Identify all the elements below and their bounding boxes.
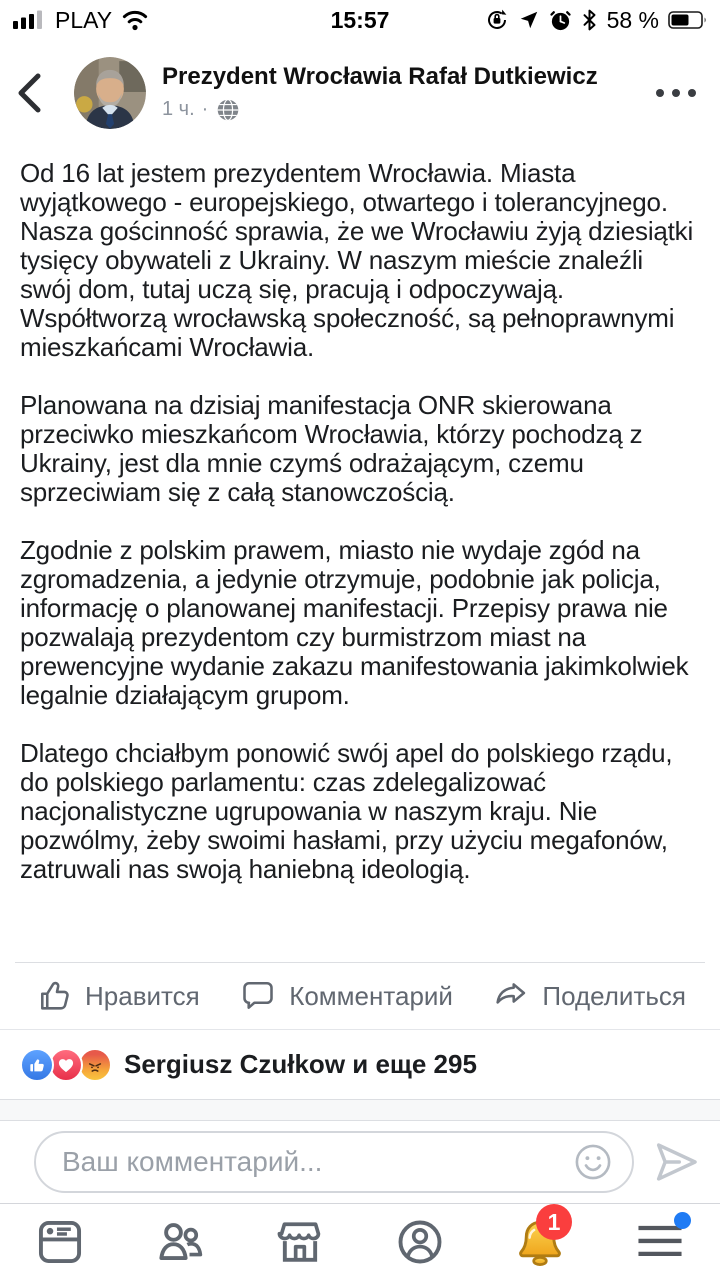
globe-icon xyxy=(215,97,241,123)
post-action-bar xyxy=(0,963,720,1029)
post-timestamp: 1 ч. xyxy=(162,98,195,120)
back-button[interactable] xyxy=(16,63,60,123)
tab-notifications[interactable] xyxy=(495,1208,585,1270)
more-options-button[interactable] xyxy=(644,77,698,109)
profile-avatar[interactable] xyxy=(74,57,146,129)
marketplace-icon xyxy=(274,1216,326,1268)
battery-percent-label: 58 % xyxy=(606,6,659,33)
bottom-tab-bar xyxy=(0,1203,720,1280)
header-text xyxy=(162,63,644,123)
post-paragraph: Zgodnie z polskim prawem, miasto nie wydaje zgód na zgromadzenia, a jedynie otrzymuje, podobnie jak policja, informację o planowanej manifestacji. Przepisy prawa nie pozwalają prezydentom czy burmistrzom miast na prewencyjne wydanie zakazu manifestowania jakimkolwiek legalnie działającym grupom. xyxy=(20,535,689,710)
like-reaction-icon xyxy=(20,1048,54,1082)
send-plane-icon[interactable] xyxy=(650,1136,702,1188)
clock: 15:57 xyxy=(330,6,390,33)
tab-marketplace[interactable] xyxy=(255,1216,345,1268)
share-button[interactable] xyxy=(493,978,686,1014)
like-button[interactable] xyxy=(36,978,200,1014)
comment-bubble-icon xyxy=(240,978,276,1014)
reactions-summary-text: Sergiusz Czułkow и еще 295 xyxy=(124,1049,477,1079)
post-paragraph: Dlatego chciałbym ponowić swój apel do polskiego rządu, do polskiego parlamentu: czas zdelegalizować nacjonalistyczne ugrupowania w naszym kraju. Nie pozwólmy, żeby swoimi hasłami, przy użyciu megafonów, zatruwali nas swoją haniebną ideologią. xyxy=(20,738,673,884)
emoji-smiley-icon[interactable] xyxy=(572,1141,614,1183)
status-bar xyxy=(0,0,720,40)
profile-icon xyxy=(394,1216,446,1268)
comment-button[interactable] xyxy=(240,978,453,1014)
angry-reaction-icon xyxy=(78,1048,112,1082)
post-content xyxy=(0,145,720,950)
page-title[interactable]: Prezydent Wrocławia Rafał Dutkiewicz xyxy=(162,62,598,90)
like-label: Нравится xyxy=(85,980,200,1011)
back-chevron-icon xyxy=(16,72,42,114)
carrier-label: PLAY xyxy=(55,6,113,33)
share-label: Поделиться xyxy=(542,980,686,1011)
more-options-icon xyxy=(654,87,698,99)
love-reaction-icon xyxy=(49,1048,83,1082)
menu-unread-dot xyxy=(674,1212,691,1229)
post-header xyxy=(0,40,720,145)
tab-newsfeed[interactable] xyxy=(15,1216,105,1268)
comment-label: Комментарий xyxy=(289,980,453,1011)
share-arrow-icon xyxy=(493,978,529,1014)
notification-badge: 1 xyxy=(536,1204,572,1240)
comment-composer xyxy=(0,1121,720,1203)
meta-dot: · xyxy=(201,98,209,120)
reaction-icons xyxy=(20,1048,112,1082)
tab-profile[interactable] xyxy=(375,1216,465,1268)
newsfeed-icon xyxy=(34,1216,86,1268)
reactions-summary-row[interactable] xyxy=(0,1030,720,1099)
friends-icon xyxy=(154,1216,206,1268)
post-paragraph: Planowana na dzisiaj manifestacja ONR skierowana przeciwko mieszkańcom Wrocławia, którzy pochodzą z Ukrainy, jest dla mnie czymś odrażającym, czemu sprzeciwiam się z całą stanowczością. xyxy=(20,390,643,507)
post-paragraph: Od 16 lat jestem prezydentem Wrocławia. Miasta wyjątkowego - europejskiego, otwartego i tolerancyjnego. Nasza gościnność sprawia, że we Wrocławiu żyją dziesiątki tysięcy obywateli z Ukrainy. W naszym mieście znaleźli swój dom, tutaj uczą się, pracują i odpoczywają. Współtworzą wrocławską społeczność, są pełnoprawnymi mieszkańcami Wrocławia. xyxy=(20,158,694,362)
thumbs-up-icon xyxy=(36,978,72,1014)
section-gap xyxy=(0,1099,720,1121)
comment-input[interactable] xyxy=(62,1146,572,1178)
comment-field-container[interactable] xyxy=(34,1131,634,1193)
tab-friends[interactable] xyxy=(135,1216,225,1268)
tab-menu[interactable] xyxy=(615,1216,705,1268)
